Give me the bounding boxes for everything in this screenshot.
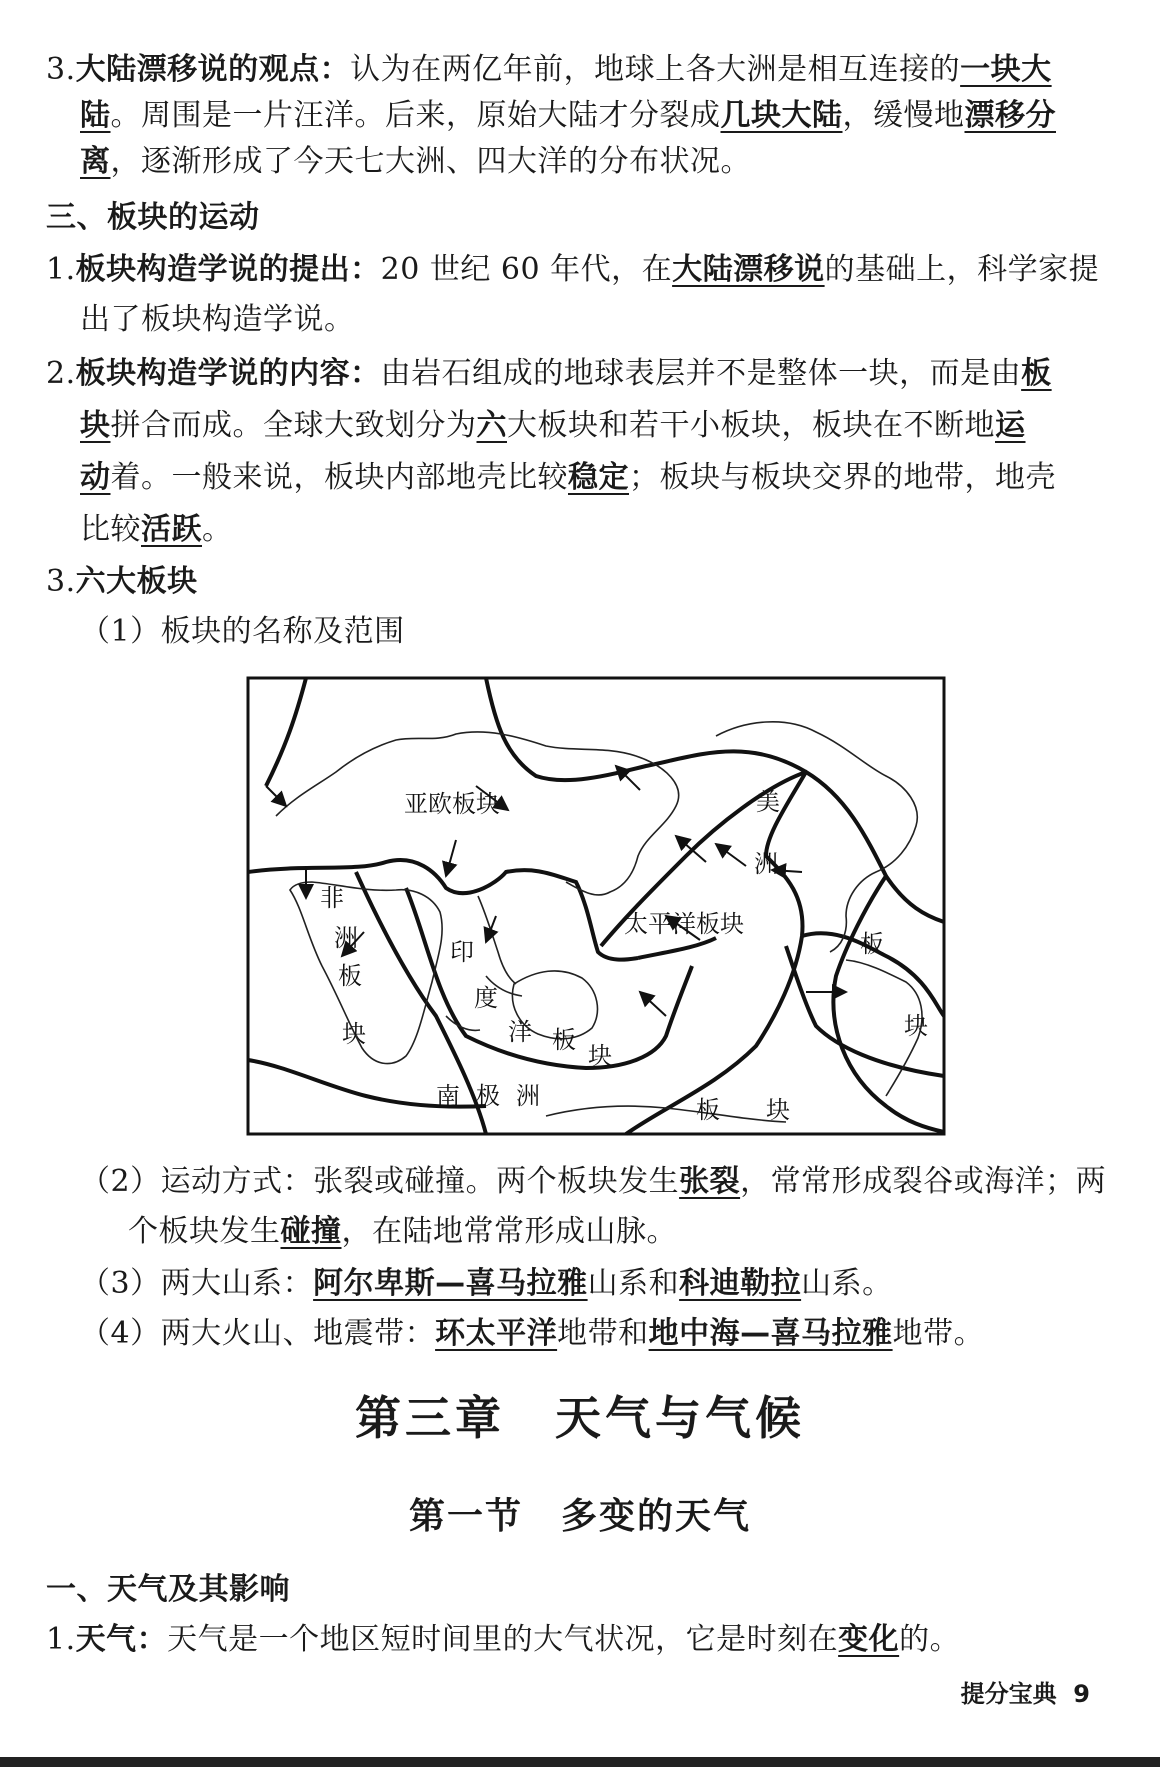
answer-key: 张裂 xyxy=(679,1164,741,1199)
section-heading: 三、板块的运动 xyxy=(46,200,260,235)
indian-plate-label-1: 印 xyxy=(450,938,474,966)
answer-key: 地中海—喜马拉雅 xyxy=(648,1316,893,1351)
book-title: 提分宝典 xyxy=(960,1680,1057,1708)
africa-plate-label-2: 洲 xyxy=(334,924,358,952)
sub-item-2-line-1: （2）运动方式：张裂或碰撞。两个板块发生张裂，常常形成裂谷或海洋；两 xyxy=(80,1164,1107,1199)
answer-key: 活跃 xyxy=(141,512,202,547)
answer-key: 大陆漂移说 xyxy=(672,252,825,287)
america-plate-label-4: 块 xyxy=(904,1012,928,1040)
indian-plate-label-4: 板 xyxy=(552,1026,576,1054)
answer-key: 稳定 xyxy=(568,460,629,495)
america-plate-label-3: 板 xyxy=(860,930,884,958)
content-line-4: 比较活跃。 xyxy=(80,512,233,547)
eurasia-plate-label: 亚欧板块 xyxy=(404,790,500,818)
tectonic-line-1: 1.板块构造学说的提出：20 世纪 60 年代，在大陆漂移说的基础上，科学家提 xyxy=(46,252,1100,287)
africa-plate-label-3: 板 xyxy=(338,962,362,990)
item-label: 天气： xyxy=(75,1622,168,1657)
indian-plate-label-2: 度 xyxy=(474,984,498,1012)
answer-key: 六 xyxy=(476,408,507,443)
content-line-3: 动着。一般来说，板块内部地壳比较稳定；板块与板块交界的地带，地壳 xyxy=(80,460,1056,495)
section-title: 第一节 多变的天气 xyxy=(408,1495,751,1537)
drift-line-3: 离，逐渐形成了今天七大洲、四大洋的分布状况。 xyxy=(80,144,751,179)
indian-plate-label-5: 块 xyxy=(588,1042,612,1070)
item-label: 板块构造学说的内容： xyxy=(75,356,381,391)
tectonic-line-2: 出了板块构造学说。 xyxy=(80,302,355,337)
item-label: 大陆漂移说的观点： xyxy=(75,52,351,87)
sub-item-1: （1）板块的名称及范围 xyxy=(80,614,405,649)
answer-key: 阿尔卑斯—喜马拉雅 xyxy=(313,1266,588,1301)
weather-heading: 一、天气及其影响 xyxy=(46,1572,290,1607)
item-label: 六大板块 xyxy=(75,564,198,599)
drift-line-2: 陆。周围是一片汪洋。后来，原始大陆才分裂成几块大陆，缓慢地漂移分 xyxy=(80,98,1056,133)
pacific-plate-label: 太平洋板块 xyxy=(624,910,744,938)
answer-key: 科迪勒拉 xyxy=(679,1266,802,1301)
antarctic-plate-label-3: 洲 xyxy=(516,1082,540,1110)
antarctic-plate-label-1: 南 xyxy=(436,1082,460,1110)
answer-key: 环太平洋 xyxy=(435,1316,558,1351)
america-plate-label-1: 美 xyxy=(756,788,780,816)
answer-key: 板 xyxy=(1021,356,1052,391)
africa-plate-label-4: 块 xyxy=(342,1020,366,1048)
answer-key: 块 xyxy=(80,408,111,443)
answer-key: 几块大陆 xyxy=(720,98,843,133)
chapter-title: 第三章 天气与气候 xyxy=(355,1391,805,1445)
answer-key: 离 xyxy=(80,144,111,179)
item-number: 3. xyxy=(46,52,76,87)
six-plates-line: 3.六大板块 xyxy=(46,564,198,599)
sub-item-4: （4）两大火山、地震带：环太平洋地带和地中海—喜马拉雅地带。 xyxy=(80,1316,985,1351)
answer-key: 漂移分 xyxy=(964,98,1056,133)
item-label: 板块构造学说的提出： xyxy=(75,252,381,287)
america-plate-label-2: 洲 xyxy=(754,850,778,878)
drift-line-1: 3.大陆漂移说的观点：认为在两亿年前，地球上各大洲是相互连接的一块大 xyxy=(46,52,1052,87)
answer-key: 一块大 xyxy=(960,52,1052,87)
plate-map-figure xyxy=(246,676,946,1136)
antarctic-plate-label-5: 块 xyxy=(766,1096,790,1124)
answer-key: 陆 xyxy=(80,98,111,133)
bottom-bar xyxy=(0,1757,1160,1767)
content-line-1: 2.板块构造学说的内容：由岩石组成的地球表层并不是整体一块，而是由板 xyxy=(46,356,1052,391)
answer-key: 碰撞 xyxy=(280,1214,342,1249)
plate-map xyxy=(246,676,946,1136)
answer-key: 动 xyxy=(80,460,111,495)
page-footer xyxy=(961,1674,1090,1709)
antarctic-plate-label-2: 极 xyxy=(476,1082,500,1110)
content-line-2: 块拼合而成。全球大致划分为六大板块和若干小板块，板块在不断地运 xyxy=(80,408,1026,443)
answer-key: 运 xyxy=(995,408,1026,443)
antarctic-plate-label-4: 板 xyxy=(696,1096,720,1124)
indian-plate-label-3: 洋 xyxy=(508,1018,532,1046)
answer-key: 变化 xyxy=(838,1622,900,1657)
page-number: 9 xyxy=(1073,1680,1090,1708)
sub-item-2-line-2: 个板块发生碰撞，在陆地常常形成山脉。 xyxy=(128,1214,677,1249)
africa-plate-label-1: 非 xyxy=(320,884,344,912)
sub-item-3: （3）两大山系：阿尔卑斯—喜马拉雅山系和科迪勒拉山系。 xyxy=(80,1266,893,1301)
weather-line-1: 1.天气：天气是一个地区短时间里的大气状况，它是时刻在变化的。 xyxy=(46,1622,961,1657)
